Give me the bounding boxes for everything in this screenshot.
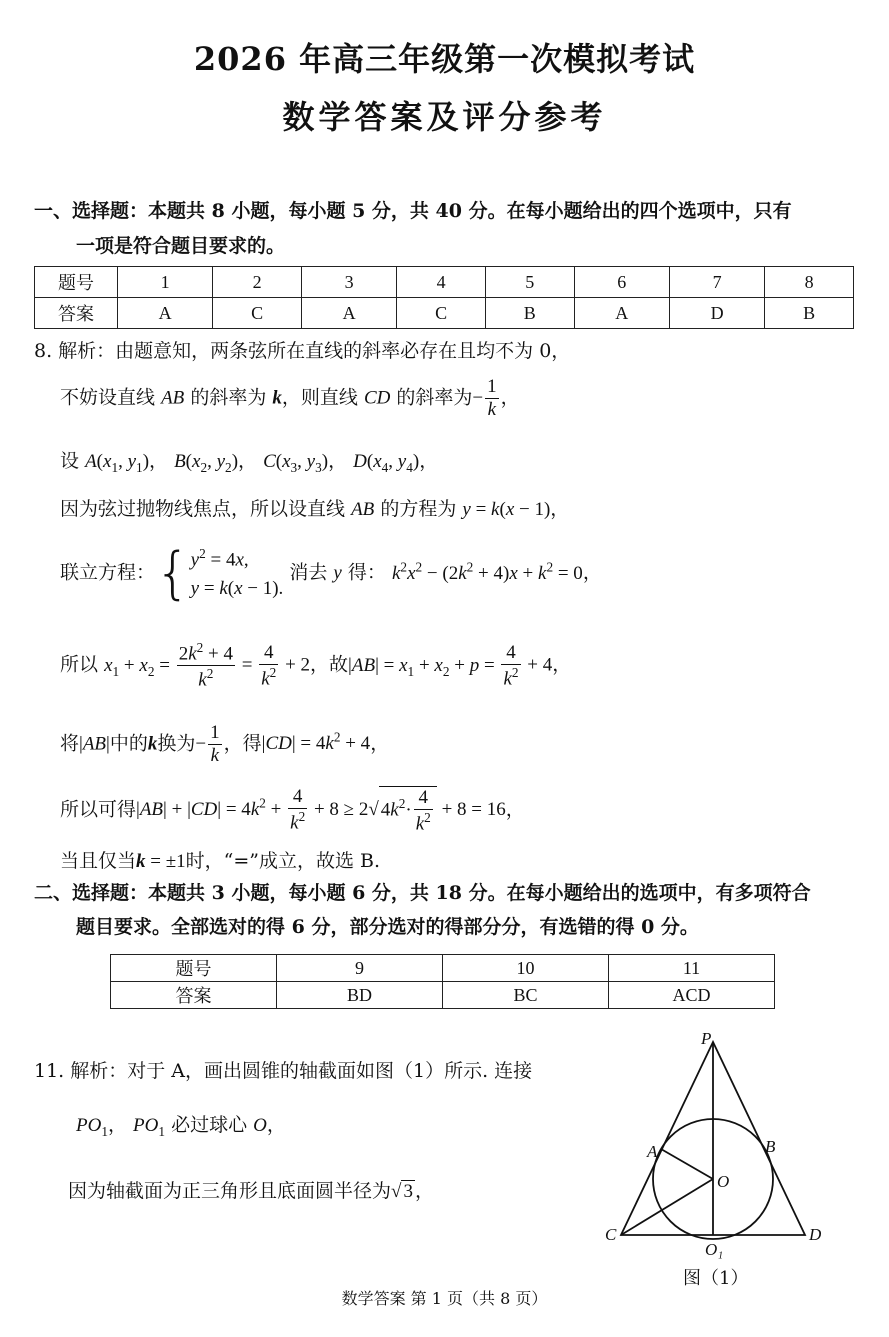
- table-cell: A: [118, 298, 213, 329]
- q8-line4: 因为弦过抛物线焦点，所以设直线 AB 的方程为 y = k(x − 1)，: [60, 498, 570, 520]
- table-cell: B: [765, 298, 854, 329]
- figure-caption: 图（1）: [683, 1268, 749, 1289]
- q11-line2: $PO_1$， $PO_1$ 必过球心 O，: [76, 1114, 286, 1139]
- text: 得：: [347, 561, 386, 584]
- cone-cross-section-figure: [595, 1030, 835, 1300]
- answer-table-1: [34, 266, 854, 329]
- text: ，故: [310, 653, 349, 676]
- table-cell: BD: [277, 982, 443, 1009]
- text: 联立方程：: [60, 561, 156, 584]
- text: 的方程为: [380, 498, 457, 520]
- table-header-cell: 题号: [111, 955, 277, 982]
- table-cell: BC: [443, 982, 609, 1009]
- table-cell: 7: [669, 267, 764, 298]
- text: 的斜率为: [396, 386, 473, 409]
- table-cell: ACD: [609, 982, 775, 1009]
- table-cell: C: [397, 298, 486, 329]
- q8-line3: 设 $A(x_1$, $y_1$)， $B(x_2$, $y_2$)， $C(x_3$, $y_3$)， $D(x_4$, $y_4$)，: [60, 450, 439, 475]
- q8-line9: 当且仅当k = ±1时，“=”成立，故选 B.: [60, 850, 381, 872]
- table-row: [111, 955, 775, 982]
- text: 因为弦过抛物线焦点，所以设直线: [60, 498, 346, 520]
- table-cell: B: [485, 298, 574, 329]
- q8-line2: 不妨设直线 AB 的斜率为 k，则直线 CD 的斜率为− $\frac{1}{k}$ ，: [60, 376, 520, 420]
- table-row: [35, 267, 854, 298]
- page-title: 2026 年高三年级第一次模拟考试: [193, 40, 696, 78]
- math: AB: [161, 387, 185, 409]
- label-o: O: [717, 1172, 730, 1191]
- text: 必过球心: [171, 1114, 248, 1136]
- table-cell: 9: [277, 955, 443, 982]
- label-c: C: [605, 1225, 617, 1244]
- text: 设: [60, 450, 80, 472]
- answer-table-2: [110, 954, 775, 1009]
- math: AB: [351, 499, 375, 520]
- text: 因为轴截面为正三角形且底面圆半径为: [68, 1180, 392, 1202]
- text: 所以可得: [60, 798, 137, 821]
- q11-line3: 因为轴截面为正三角形且底面圆半径为√ 3 ，: [68, 1180, 434, 1202]
- table-cell: A: [301, 298, 396, 329]
- table-cell: 2: [213, 267, 302, 298]
- math: CD: [363, 387, 391, 409]
- label-b: B: [765, 1137, 776, 1156]
- text: ，得: [223, 732, 262, 755]
- q8-line5: 联立方程：{ $y^2 = 4x$, y = k(x − 1). 消去 y 得： $k^2x^2 - (2k^2 + 4)x + k^2 = 0$，: [60, 540, 602, 606]
- text: ，则直线: [281, 386, 358, 409]
- table-cell: C: [213, 298, 302, 329]
- text: 所以: [60, 653, 99, 676]
- q11-line1: 11. 解析：对于 A，画出圆锥的轴截面如图（1）所示. 连接: [34, 1060, 533, 1082]
- table-cell: 1: [118, 267, 213, 298]
- table-header-cell: 答案: [35, 298, 118, 329]
- table-header-cell: 答案: [111, 982, 277, 1009]
- text: 的斜率为: [190, 386, 267, 409]
- table-cell: D: [669, 298, 764, 329]
- q8-line1: 8. 解析：由题意知，两条弦所在直线的斜率必存在且均不为 0，: [34, 340, 571, 362]
- table-row: [35, 298, 854, 329]
- section1-heading-cont: 一项是符合题目要求的。: [76, 235, 286, 257]
- table-cell: 4: [397, 267, 486, 298]
- label-p: P: [701, 1030, 712, 1048]
- text: 消去: [289, 561, 328, 584]
- text: 中的: [109, 732, 148, 755]
- table-cell: 8: [765, 267, 854, 298]
- radius-line: [661, 1149, 713, 1179]
- table-cell: 10: [443, 955, 609, 982]
- equation-system: $y^2 = 4x$, y = k(x − 1).: [190, 546, 284, 599]
- math: k: [272, 387, 282, 409]
- q8-line6: 所以 $x_1 + x_2$ = $\frac{2k^2 + 4}{k^2}$ = $\frac{4}{k^2}$ + 2，故$|AB| = x_1 + x_2 + p$ = $\frac{4}{k^2}$ + 4，: [60, 640, 572, 691]
- table-cell: 11: [609, 955, 775, 982]
- text: 当且仅当: [60, 850, 137, 872]
- table-row: [111, 982, 775, 1009]
- fraction: $\frac{1}{k}$: [487, 376, 497, 420]
- table-cell: 6: [574, 267, 669, 298]
- label-a: A: [647, 1142, 658, 1161]
- table-cell: 5: [485, 267, 574, 298]
- section1-heading: 一、选择题：本题共 8 小题，每小题 5 分，共 40 分。在每小题给出的四个选项中，只有: [34, 200, 792, 222]
- page-subtitle: 数学答案及评分参考: [282, 98, 607, 136]
- label-d: D: [809, 1225, 822, 1244]
- table-cell: A: [574, 298, 669, 329]
- table-header-cell: 题号: [35, 267, 118, 298]
- text: 换为: [157, 732, 196, 755]
- section2-heading: 二、选择题：本题共 3 小题，每小题 6 分，共 18 分。在每小题给出的选项中，有多项符合: [34, 882, 811, 904]
- q8-line7: 将|AB|中的k换为− $\frac{1}{k}$ ，得$|CD| = 4k^2 + 4$，: [60, 722, 390, 766]
- section2-heading-cont: 题目要求。全部选对的得 6 分，部分选对的得部分分，有选错的得 0 分。: [76, 916, 699, 938]
- text: 时，“=”成立，故选 B.: [185, 850, 381, 872]
- q8-line8: 所以可得$|AB| + |CD| = 4k^2$ + $\frac{4}{k^2}$ + 8 ≥ 2√ $4k^2\cdot$ $\frac{4}{k^2}$ + 8 = 16，: [60, 786, 525, 835]
- text: 将: [60, 732, 80, 755]
- label-o1: O₁: [705, 1240, 724, 1259]
- table-cell: 3: [301, 267, 396, 298]
- page-footer: 数学答案 第 1 页（共 8 页）: [341, 1289, 548, 1308]
- text: 不妨设直线: [60, 386, 156, 409]
